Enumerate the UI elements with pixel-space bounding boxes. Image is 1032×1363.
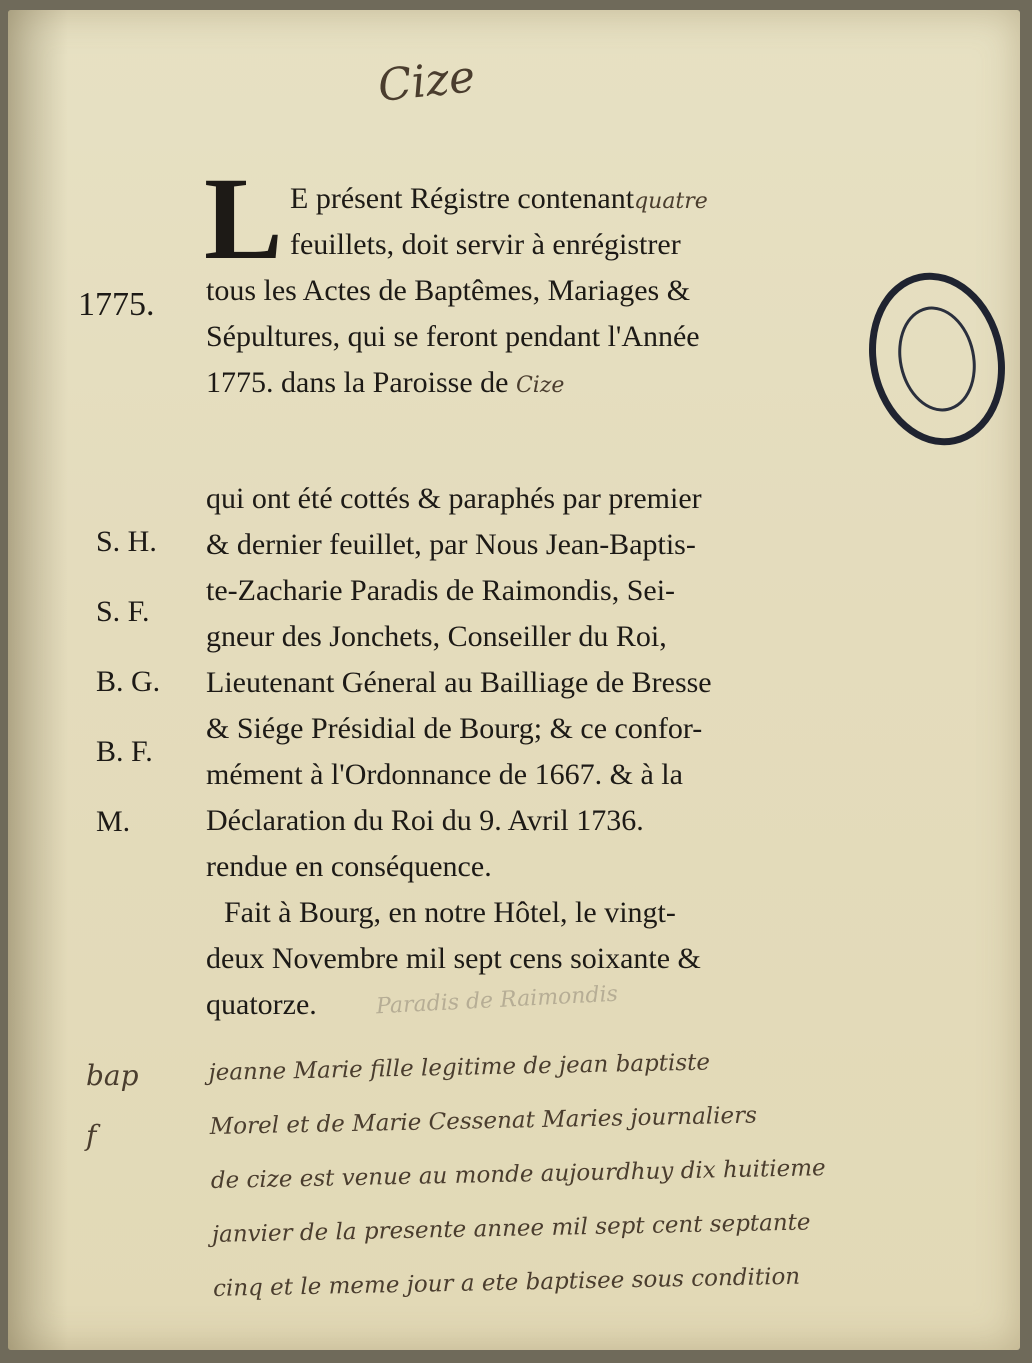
- preamble-line-2: feuillets, doit servir à enrégistrer: [290, 228, 681, 261]
- margin-letter-4: B. F.: [96, 735, 153, 768]
- preamble-line-4: Sépultures, qui se feront pendant l'Année: [206, 320, 700, 353]
- faded-signature: Paradis de Raimondis: [375, 981, 619, 1020]
- preamble-line-5: [206, 360, 846, 406]
- certification-line: rendue en conséquence.: [206, 850, 492, 883]
- entry-line: Morel et de Marie Cessenat Maries journaliers: [209, 1102, 758, 1140]
- margin-letters: [96, 518, 160, 846]
- certification-paragraph: [206, 476, 846, 1028]
- certification-line: Déclaration du Roi du 9. Avril 1736.: [206, 804, 644, 837]
- preamble-line-5-text: 1775. dans la Paroisse de: [206, 366, 509, 399]
- margin-letter-1: S. H.: [96, 525, 157, 558]
- stamp-inner-ring: [889, 299, 985, 418]
- certification-line: & Siége Présidial de Bourg; & ce confor-: [206, 712, 703, 745]
- baptism-entry: [208, 1029, 1013, 1316]
- certification-line: qui ont été cottés & paraphés par premier: [206, 482, 702, 515]
- register-page: [8, 10, 1020, 1350]
- archive-stamp-icon: [853, 260, 1020, 458]
- preamble-paragraph: [206, 176, 846, 406]
- done-at-line: Fait à Bourg, en notre Hôtel, le vingt-: [224, 896, 676, 929]
- preamble-line-1: [206, 176, 846, 222]
- entry-margin-label: f: [86, 1119, 97, 1152]
- entry-margin-label: bap: [86, 1059, 139, 1092]
- entry-line: de cize est venue au monde aujourdhuy dix huitieme: [210, 1155, 826, 1194]
- done-at-line: quatorze.: [206, 988, 317, 1021]
- certification-line: mément à l'Ordonnance de 1667. & à la: [206, 758, 683, 791]
- certification-line: Lieutenant Géneral au Bailliage de Bresse: [206, 666, 712, 699]
- preamble-line-1-text: E présent Régistre contenant: [290, 182, 635, 215]
- certification-line: gneur des Jonchets, Conseiller du Roi,: [206, 620, 667, 653]
- margin-letter-2: S. F.: [96, 595, 150, 628]
- done-at-line: deux Novembre mil sept cens soixante &: [206, 942, 701, 975]
- entry-line: janvier de la presente annee mil sept cent septante: [211, 1209, 811, 1248]
- sheet-count-handwritten: quatre: [634, 189, 708, 214]
- parish-name-handwritten: Cize: [515, 373, 565, 398]
- place-name-handwritten: Cize: [375, 51, 478, 112]
- preamble-line-3: tous les Actes de Baptêmes, Mariages &: [206, 274, 691, 307]
- certification-line: te-Zacharie Paradis de Raimondis, Sei-: [206, 574, 676, 607]
- entry-line: cinq et le meme jour a ete baptisee sous condition: [212, 1263, 801, 1302]
- certification-line: & dernier feuillet, par Nous Jean-Baptis-: [206, 528, 696, 561]
- margin-letter-3: B. G.: [96, 665, 161, 698]
- entry-margin-notes: [86, 1046, 139, 1166]
- margin-year: 1775.: [78, 286, 155, 323]
- drop-cap: L: [204, 153, 283, 284]
- entry-line: jeanne Marie fille legitime de jean baptiste: [208, 1049, 711, 1086]
- margin-letter-5: M.: [96, 805, 131, 838]
